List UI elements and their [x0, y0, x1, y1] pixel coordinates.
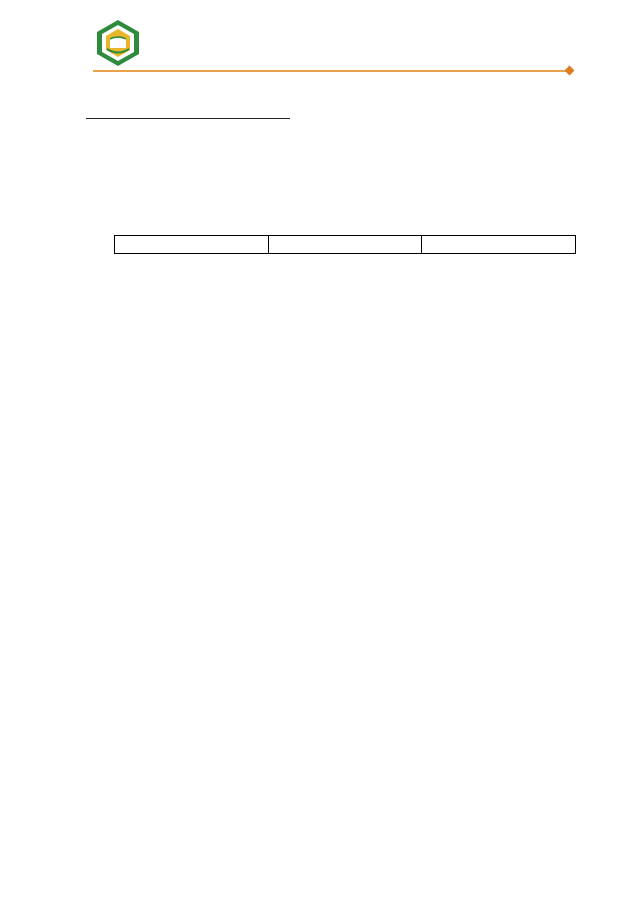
- letterhead-rule: [93, 70, 573, 72]
- budget-col-amount: [422, 236, 576, 254]
- letterhead-rule-end: [565, 66, 575, 76]
- budget-col-item: [268, 236, 422, 254]
- section-a-heading: [93, 147, 114, 161]
- budget-table: [114, 235, 576, 254]
- budget-col-no: [115, 236, 269, 254]
- section-a-paragraph: [114, 162, 578, 184]
- school-logo: [93, 18, 143, 68]
- section-b-heading: [93, 473, 114, 487]
- section-a-paragraph-text: [114, 166, 130, 180]
- budget-table-header: [115, 236, 576, 254]
- chapter-rule: [86, 118, 290, 119]
